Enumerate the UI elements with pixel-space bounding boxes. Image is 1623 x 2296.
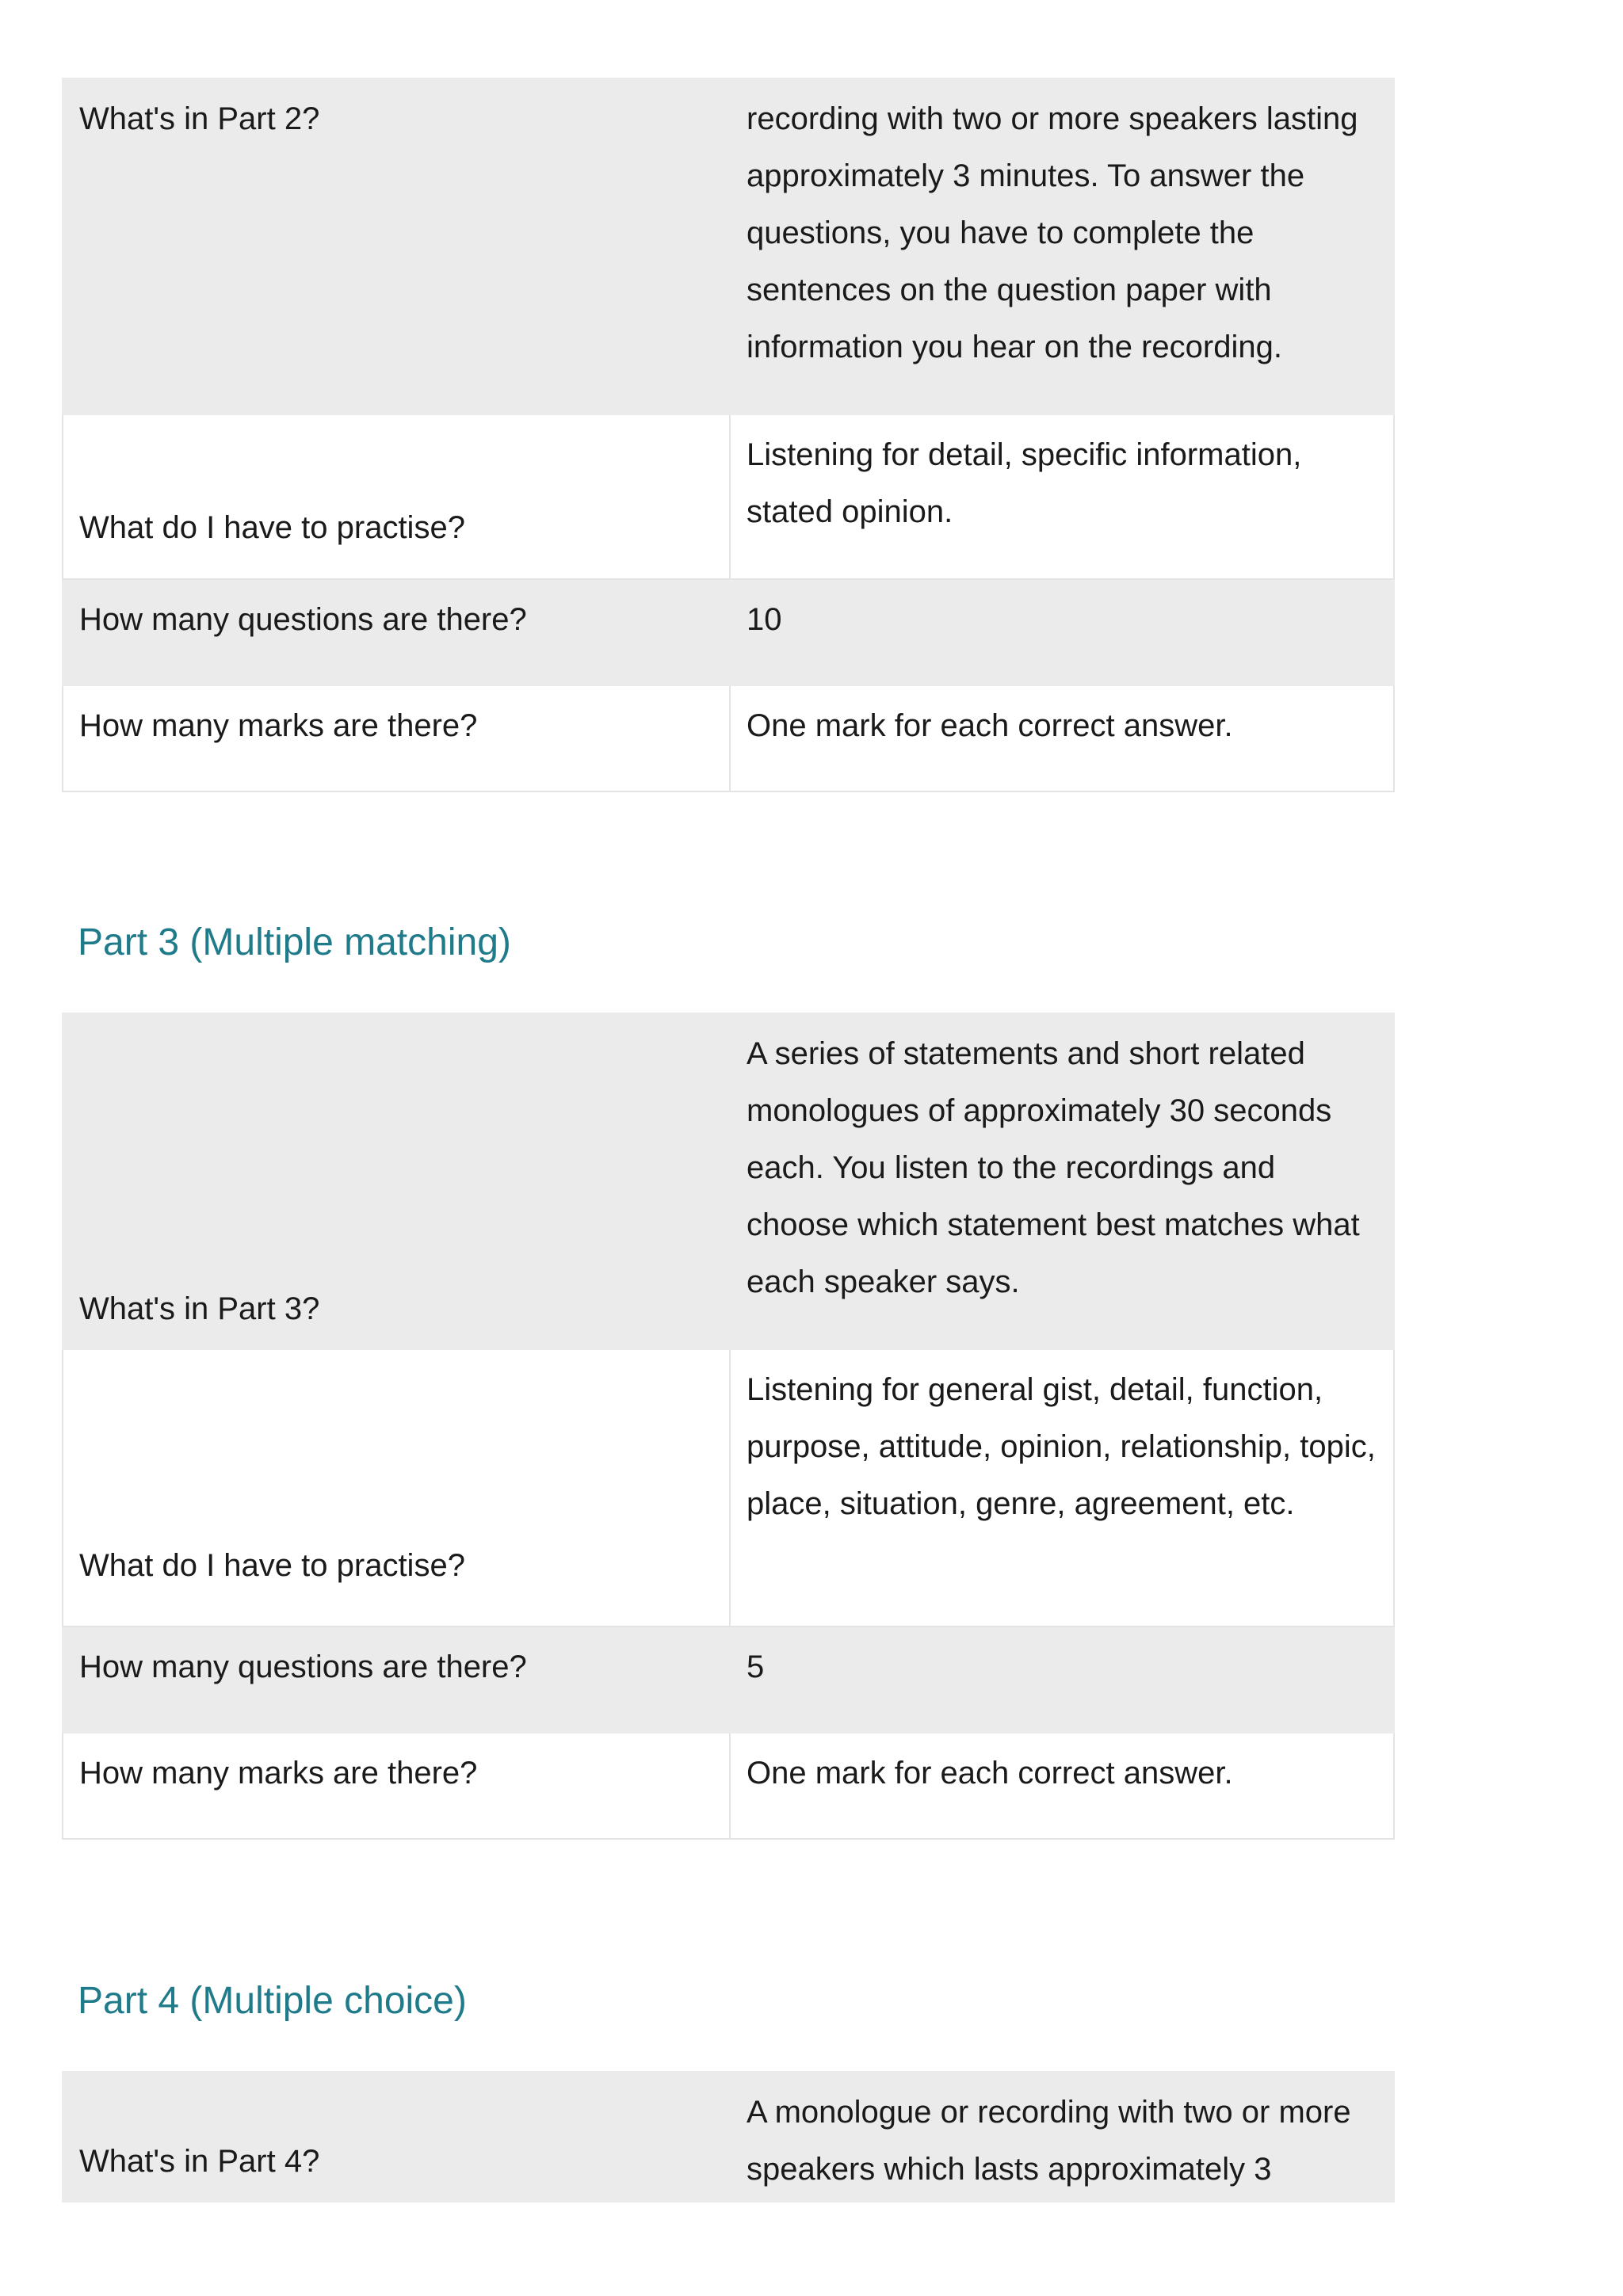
table-row	[63, 1627, 1394, 1733]
table-row	[63, 1349, 1394, 1627]
row-answer: recording with two or more speakers lasting approximately 3 minutes. To answer the questions, you have to complete the sentences on the question paper with information you hear on the recording.	[730, 78, 1394, 414]
table-row	[63, 414, 1394, 579]
table-row	[63, 579, 1394, 685]
part4-info-table	[62, 2071, 1395, 2203]
row-answer: A monologue or recording with two or more speakers which lasts approximately 3	[730, 2072, 1394, 2202]
row-answer: 5	[730, 1627, 1394, 1733]
row-question: What's in Part 3?	[63, 1013, 730, 1349]
row-question: What do I have to practise?	[63, 414, 730, 579]
table-row	[63, 1733, 1394, 1839]
part3-info-table	[62, 1013, 1395, 1840]
section-heading-part3: Part 3 (Multiple matching)	[78, 921, 511, 963]
row-question: What's in Part 2?	[63, 78, 730, 414]
row-answer: One mark for each correct answer.	[730, 685, 1394, 791]
row-question: How many questions are there?	[63, 1627, 730, 1733]
row-question: What's in Part 4?	[63, 2072, 730, 2202]
part2-info-table	[62, 78, 1395, 792]
row-answer: A series of statements and short related monologues of approximately 30 seconds each. You listen to the recordings and choose which statement best matches what each speaker says.	[730, 1013, 1394, 1349]
row-answer: 10	[730, 579, 1394, 685]
row-answer: Listening for general gist, detail, function, purpose, attitude, opinion, relationship, topic, place, situation, genre, agreement, etc.	[730, 1349, 1394, 1627]
section-heading-part4: Part 4 (Multiple choice)	[78, 1980, 467, 2022]
row-question: What do I have to practise?	[63, 1349, 730, 1627]
table-row	[63, 685, 1394, 791]
table-row	[63, 78, 1394, 414]
row-answer: Listening for detail, specific information, stated opinion.	[730, 414, 1394, 579]
table-row	[63, 2072, 1394, 2202]
row-answer: One mark for each correct answer.	[730, 1733, 1394, 1839]
row-question: How many questions are there?	[63, 579, 730, 685]
table-row	[63, 1013, 1394, 1349]
row-question: How many marks are there?	[63, 685, 730, 791]
row-question: How many marks are there?	[63, 1733, 730, 1839]
